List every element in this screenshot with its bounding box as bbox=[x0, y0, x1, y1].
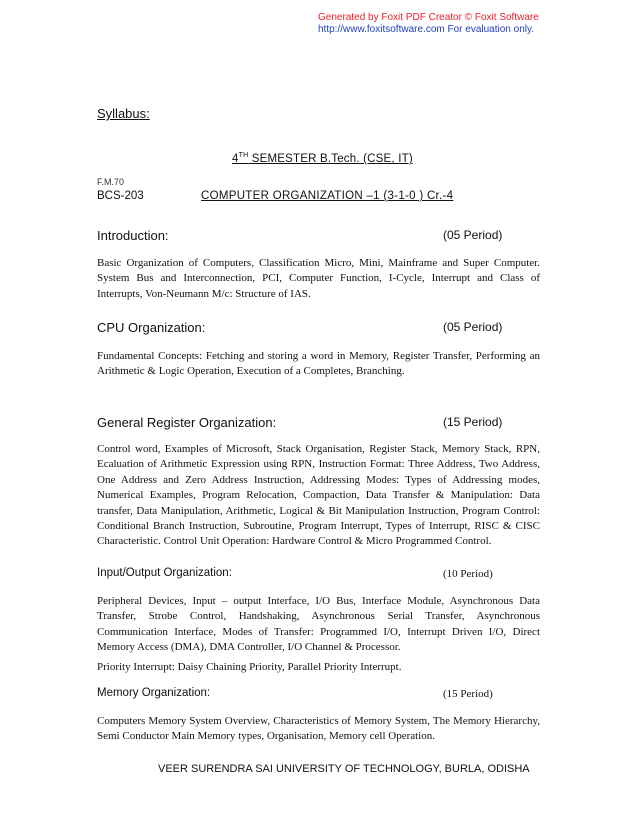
section-text-register: Control word, Examples of Microsoft, Stack Organisation, Register Stack, Memory Stack, RPN, Ecaluation of Arithmetic Expression using RPN, Instruction Format: Three Address, Two Address, One Address and Zero Address Instruction, Addressing Modes: Types of Addressing modes, Numerical Examples, Program Relocation, Compaction, Data Transfer & Manipulation: Data transfer, Data Manipulation, Arithmetic, Logical & Bit Manipulation Instruction, Program Control: Conditional Branch Instruction, Subroutine, Program Interrupt, Types of Interrupt, RISC & CISC Characteristic. Control Unit Operation: Hardware Control & Micro Programmed Control. bbox=[97, 443, 540, 548]
course-code: BCS-203 bbox=[97, 190, 144, 202]
semester-rest: SEMESTER B.Tech. (CSE, IT) bbox=[248, 152, 413, 165]
watermark-line-1: Generated by Foxit PDF Creator © Foxit Software bbox=[318, 12, 539, 23]
section-period-memory: (15 Period) bbox=[443, 688, 493, 700]
section-heading-io: Input/Output Organization: bbox=[97, 567, 232, 579]
section-heading-register: General Register Organization: bbox=[97, 415, 277, 430]
page-footer: VEER SURENDRA SAI UNIVERSITY OF TECHNOLOGY, BURLA, ODISHA bbox=[158, 763, 530, 775]
foxit-watermark bbox=[318, 12, 539, 36]
section-heading-introduction: Introduction: bbox=[97, 228, 169, 243]
full-marks: F.M.70 bbox=[97, 177, 125, 187]
document-title: Syllabus: bbox=[97, 106, 150, 121]
section-heading-memory: Memory Organization: bbox=[97, 687, 211, 699]
section-period-io: (10 Period) bbox=[443, 568, 493, 580]
section-period-register: (15 Period) bbox=[443, 415, 503, 429]
section-text-introduction: Basic Organization of Computers, Classification Micro, Mini, Mainframe and Super Computer. System Bus and Interconnection, PCI, Computer Function, I-Cycle, Interrupt and Class of Interrupts, Von-Neumann M/c: Structure of IAS. bbox=[97, 257, 540, 300]
semester-line bbox=[232, 152, 413, 165]
section-heading-cpu: CPU Organization: bbox=[97, 320, 206, 335]
course-title: COMPUTER ORGANIZATION –1 (3-1-0 ) Cr.-4 bbox=[201, 190, 454, 202]
semester-suffix: TH bbox=[238, 152, 249, 159]
section-text-io: Peripheral Devices, Input – output Interface, I/O Bus, Interface Module, Asynchronous Data Transfer, Strobe Control, Handshaking, Asynchronous Serial Transfer, Asynchronous Communication Interface, Modes of Transfer: Programmed I/O, Interrupt Driven I/O, Direct Memory Access (DMA), DMA Controller, I/O Channel & Processor. bbox=[97, 595, 540, 654]
section-text-memory: Computers Memory System Overview, Characteristics of Memory System, The Memory Hierarchy, Semi Conductor Main Memory types, Organisation, Memory cell Operation. bbox=[97, 715, 540, 743]
section-text-io-priority: Priority Interrupt: Daisy Chaining Priority, Parallel Priority Interrupt. bbox=[97, 661, 402, 673]
watermark-line-2: http://www.foxitsoftware.com For evaluation only. bbox=[318, 24, 535, 35]
section-period-cpu: (05 Period) bbox=[443, 320, 503, 334]
section-period-introduction: (05 Period) bbox=[443, 228, 503, 242]
semester-ordinal: 4 bbox=[232, 152, 239, 165]
section-text-cpu: Fundamental Concepts: Fetching and storing a word in Memory, Register Transfer, Performing an Arithmetic & Logic Operation, Execution of a Completes, Branching. bbox=[97, 350, 540, 378]
